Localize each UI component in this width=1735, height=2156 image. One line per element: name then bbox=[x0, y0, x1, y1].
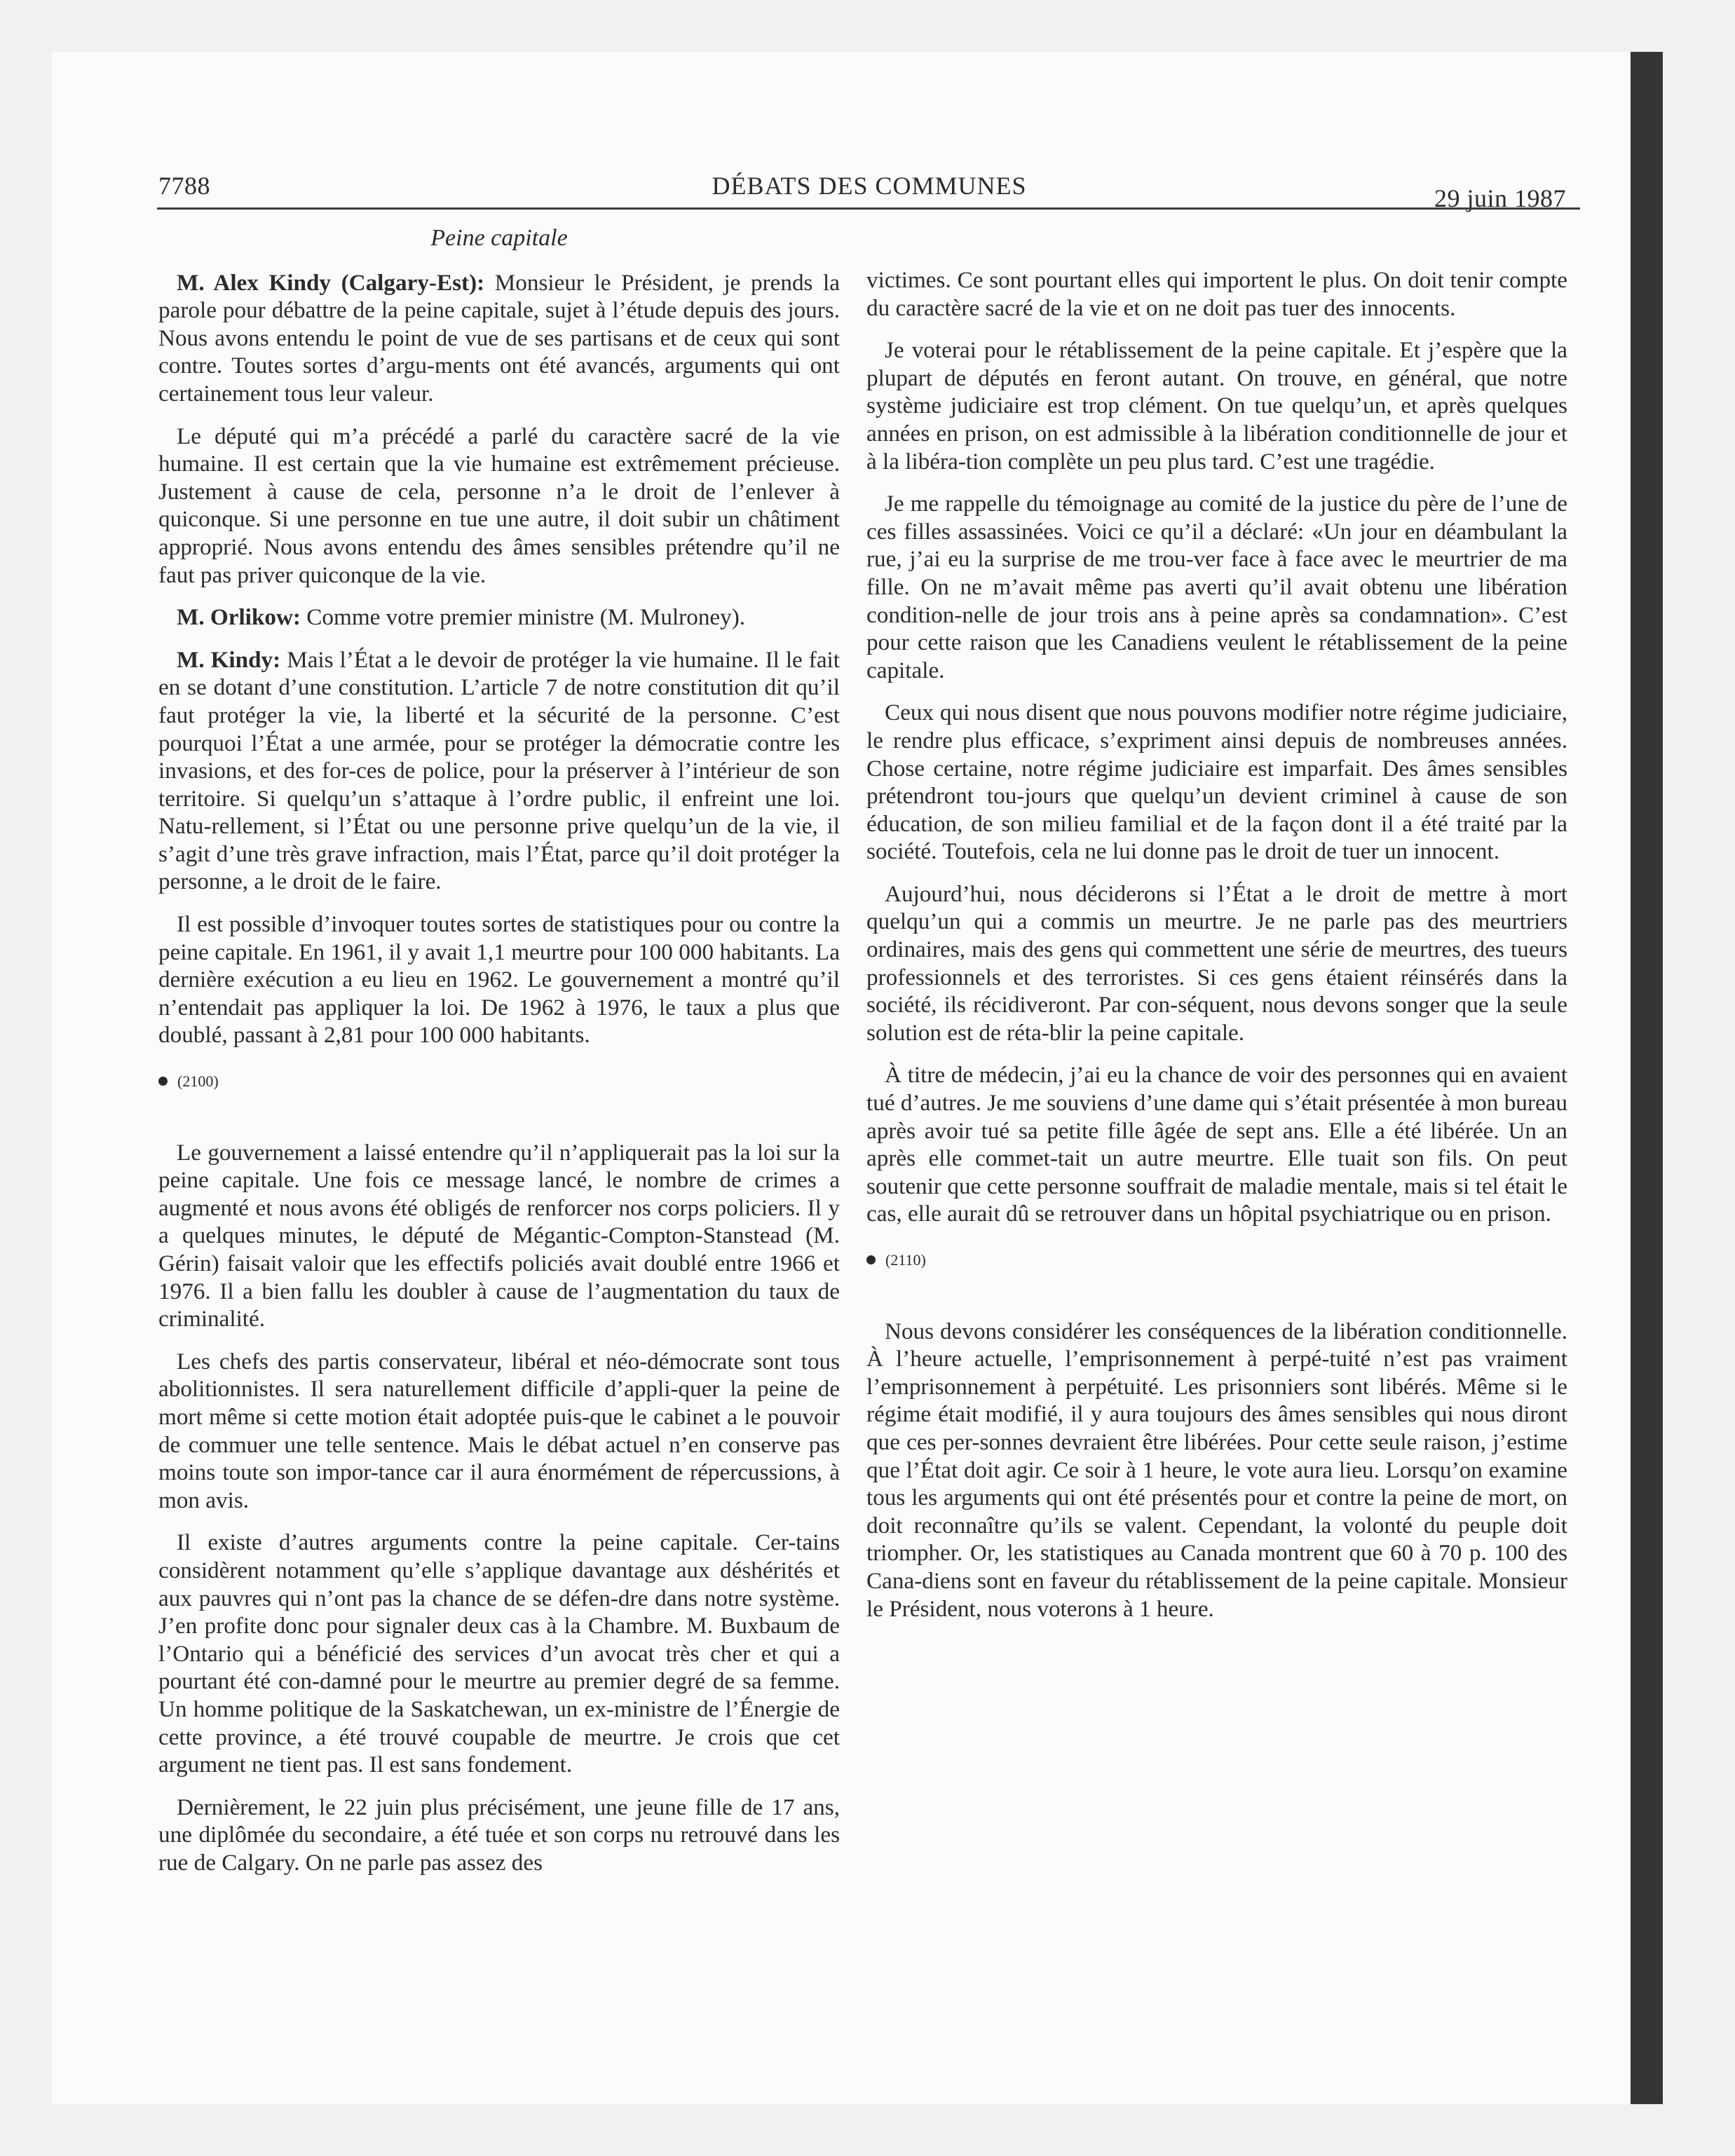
paragraph: Il existe d’autres arguments contre la peine capitale. Cer-tains considèrent notamment qu’elle s’applique davantage aux déshérités et aux pauvres qui n’ont pas la chance de se défen-dre dans notre système. J’en profite donc pour signaler deux cas à la Chambre. M. Buxbaum de l’Ontario qui a bénéficié des services d’un avocat très cher et qui a pourtant été con-damné pour le meurtre au premier degré de sa femme. Un homme politique de la Saskatchewan, un ex-ministre de l’Énergie de cette province, a été trouvé coupable de meurtre. Je crois que cet argument ne tient pas. Il est sans fondement. bbox=[158, 1529, 840, 1778]
page-number: 7788 bbox=[158, 172, 210, 200]
paragraph: Dernièrement, le 22 juin plus précisément, une jeune fille de 17 ans, une diplômée du secondaire, a été tuée et son corps nu retrouvé dans les rue de Calgary. On ne parle pas assez des bbox=[158, 1794, 840, 1876]
running-title: DÉBATS DES COMMUNES bbox=[712, 172, 1027, 200]
bullet-icon bbox=[158, 1077, 168, 1086]
left-column bbox=[158, 224, 840, 1891]
speaker-name: M. Alex Kindy (Calgary-Est): bbox=[177, 269, 485, 296]
right-column bbox=[866, 266, 1567, 1637]
paragraph: Les chefs des partis conservateur, libéral et néo-démocrate sont tous abolitionnistes. Il sera naturellement difficile d’appli-quer la peine de mort même si cette motion était adoptée puis-que le cabinet a le pouvoir de commuer une telle sentence. Mais le débat actuel n’en conserve pas moins toute son impor-tance car il aura énormément de répercussions, à mon avis. bbox=[158, 1348, 840, 1513]
paragraph: Je voterai pour le rétablissement de la peine capitale. Et j’espère que la plupart de députés en feront autant. On trouve, en général, que notre système judiciaire est trop clément. On tue quelqu’un, et après quelques années en prison, on est admissible à la libération conditionnelle de jour et à la libéra-tion complète un peu plus tard. C’est une tragédie. bbox=[866, 337, 1567, 475]
time-marker bbox=[158, 1067, 840, 1096]
speaker-name: M. Orlikow: bbox=[177, 604, 301, 631]
time-marker-text: (2110) bbox=[885, 1251, 926, 1269]
time-marker bbox=[866, 1246, 1567, 1274]
speaker-name: M. Kindy: bbox=[177, 646, 281, 673]
scan-edge-bar bbox=[1631, 52, 1663, 2104]
paragraph bbox=[158, 646, 840, 896]
paragraph-text: Monsieur le Président, je prends la parole pour débattre de la peine capitale, sujet à l’étude depuis des jours. Nous avons entendu le point de vue de ses partisans et de ceux qui sont contre. Toutes sortes d’argu-ments ont été avancés, arguments qui ont certainement tous leur valeur. bbox=[158, 269, 840, 407]
bullet-icon bbox=[866, 1255, 876, 1264]
paragraph: Aujourd’hui, nous déciderons si l’État a le droit de mettre à mort quelqu’un qui a commis un meurtre. Je ne parle pas des meurtriers ordinaires, mais des gens qui commettent une série de meurtres, des tueurs professionnels et des terroristes. Si ces gens étaient réinsérés dans la société, ils récidiveront. Par con-séquent, nous devons songer que la seule solution est de réta-blir la peine capitale. bbox=[866, 880, 1567, 1046]
paragraph: Le député qui m’a précédé a parlé du caractère sacré de la vie humaine. Il est certain que la vie humaine est extrêmement précieuse. Justement à cause de cela, personne n’a le droit de l’enlever à quiconque. Si une personne en tue une autre, il doit subir un châtiment approprié. Nous avons entendu des âmes sensibles prétendre qu’il ne faut pas priver quiconque de la vie. bbox=[158, 423, 840, 588]
paragraph: Ceux qui nous disent que nous pouvons modifier notre régime judiciaire, le rendre plus efficace, s’expriment ainsi depuis de nombreuses années. Chose certaine, notre régime judiciaire est imparfait. Des âmes sensibles prétendront tou-jours que quelqu’un devient criminel à cause de son éducation, de son milieu familial et de la façon dont il a été traité par la société. Toutefois, cela ne lui donne pas le droit de tuer un innocent. bbox=[866, 700, 1567, 865]
time-marker-text: (2100) bbox=[177, 1072, 219, 1091]
page-date: 29 juin 1987 bbox=[1434, 184, 1567, 212]
paragraph: Le gouvernement a laissé entendre qu’il n’appliquerait pas la loi sur la peine capitale. Une fois ce message lancé, le nombre de crimes a augmenté et nous avons été obligés de renforcer nos corps policiers. Il y a quelques minutes, le député de Mégantic-Compton-Stanstead (M. Gérin) faisait valoir que les effectifs policiés avait doublé entre 1966 et 1976. Il a bien fallu les doubler à cause de l’augmentation du taux de criminalité. bbox=[158, 1139, 840, 1332]
header-rule bbox=[157, 207, 1580, 210]
paragraph: Nous devons considérer les conséquences de la libération conditionnelle. À l’heure actuelle, l’emprisonnement à perpé-tuité n’est pas vraiment l’emprisonnement à perpétuité. Les prisonniers sont libérés. Même si le régime était modifié, il y aura toujours des âmes sensibles qui nous diront que ces per-sonnes devraient être libérées. Pour cette seule raison, j’estime que l’État doit agir. Ce soir à 1 heure, le vote aura lieu. Lorsqu’on examine tous les arguments qui ont été présentés pour et contre la peine de mort, on doit reconnaître qu’ils se valent. Cependant, la volonté du peuple doit triompher. Or, les statistiques au Canada montrent que 60 à 70 p. 100 des Cana-diens sont en faveur du rétablissement de la peine capitale. Monsieur le Président, nous voterons à 1 heure. bbox=[866, 1318, 1567, 1622]
paragraph-text: Mais l’État a le devoir de protéger la vie humaine. Il le fait en se dotant d’une constitution. L’article 7 de notre constitution dit qu’il faut protéger la vie, la liberté et la sécurité de la personne. C’est pourquoi l’État a une armée, pour se protéger la démocratie contre les invasions, et des for-ces de police, pour la préserver à l’intérieur de son territoire. Si quelqu’un s’attaque à l’ordre public, il enfreint une loi. Natu-rellement, si l’État ou une personne prive quelqu’un de la vie, il s’agit d’une très grave infraction, mais l’État, parce qu’il doit protéger la personne, a le droit de le faire. bbox=[158, 646, 840, 895]
section-title: Peine capitale bbox=[430, 225, 568, 251]
paragraph bbox=[158, 603, 840, 632]
paragraph: victimes. Ce sont pourtant elles qui importent le plus. On doit tenir compte du caractère sacré de la vie et on ne doit pas tuer des innocents. bbox=[866, 267, 1567, 321]
paragraph bbox=[158, 269, 840, 408]
paragraph: Il est possible d’invoquer toutes sortes de statistiques pour ou contre la peine capitale. En 1961, il y avait 1,1 meurtre pour 100 000 habitants. La dernière exécution a eu lieu en 1962. Le gouvernement a montré qu’il n’entendait pas appliquer la loi. De 1962 à 1976, le taux a plus que doublé, passant à 2,81 pour 100 000 habitants. bbox=[158, 911, 840, 1049]
paragraph: À titre de médecin, j’ai eu la chance de voir des personnes qui en avaient tué d’autres. Je me souviens d’une dame qui s’était présentée à mon bureau après avoir tué sa petite fille âgée de sept ans. Elle a été libérée. Un an après elle commet-tait un autre meurtre. Elle tuait son fils. On peut soutenir que cette personne souffrait de maladie mentale, mais si tel était le cas, elle aurait dû se retrouver dans un hôpital psychiatrique ou en prison. bbox=[866, 1062, 1567, 1227]
paragraph-text: Comme votre premier ministre (M. Mulroney). bbox=[300, 604, 746, 631]
paragraph: Je me rappelle du témoignage au comité de la justice du père de l’une de ces filles assassinées. Voici ce qu’il a déclaré: «Un jour en déambulant la rue, j’ai eu la surprise de me trou-ver face à face avec le meurtrier de ma fille. On ne m’avait même pas averti qu’il avait obtenu une libération condition-nelle de jour trois ans à peine après sa condamnation». C’est pour cette raison que les Canadiens veulent le rétablissement de la peine capitale. bbox=[866, 491, 1567, 683]
